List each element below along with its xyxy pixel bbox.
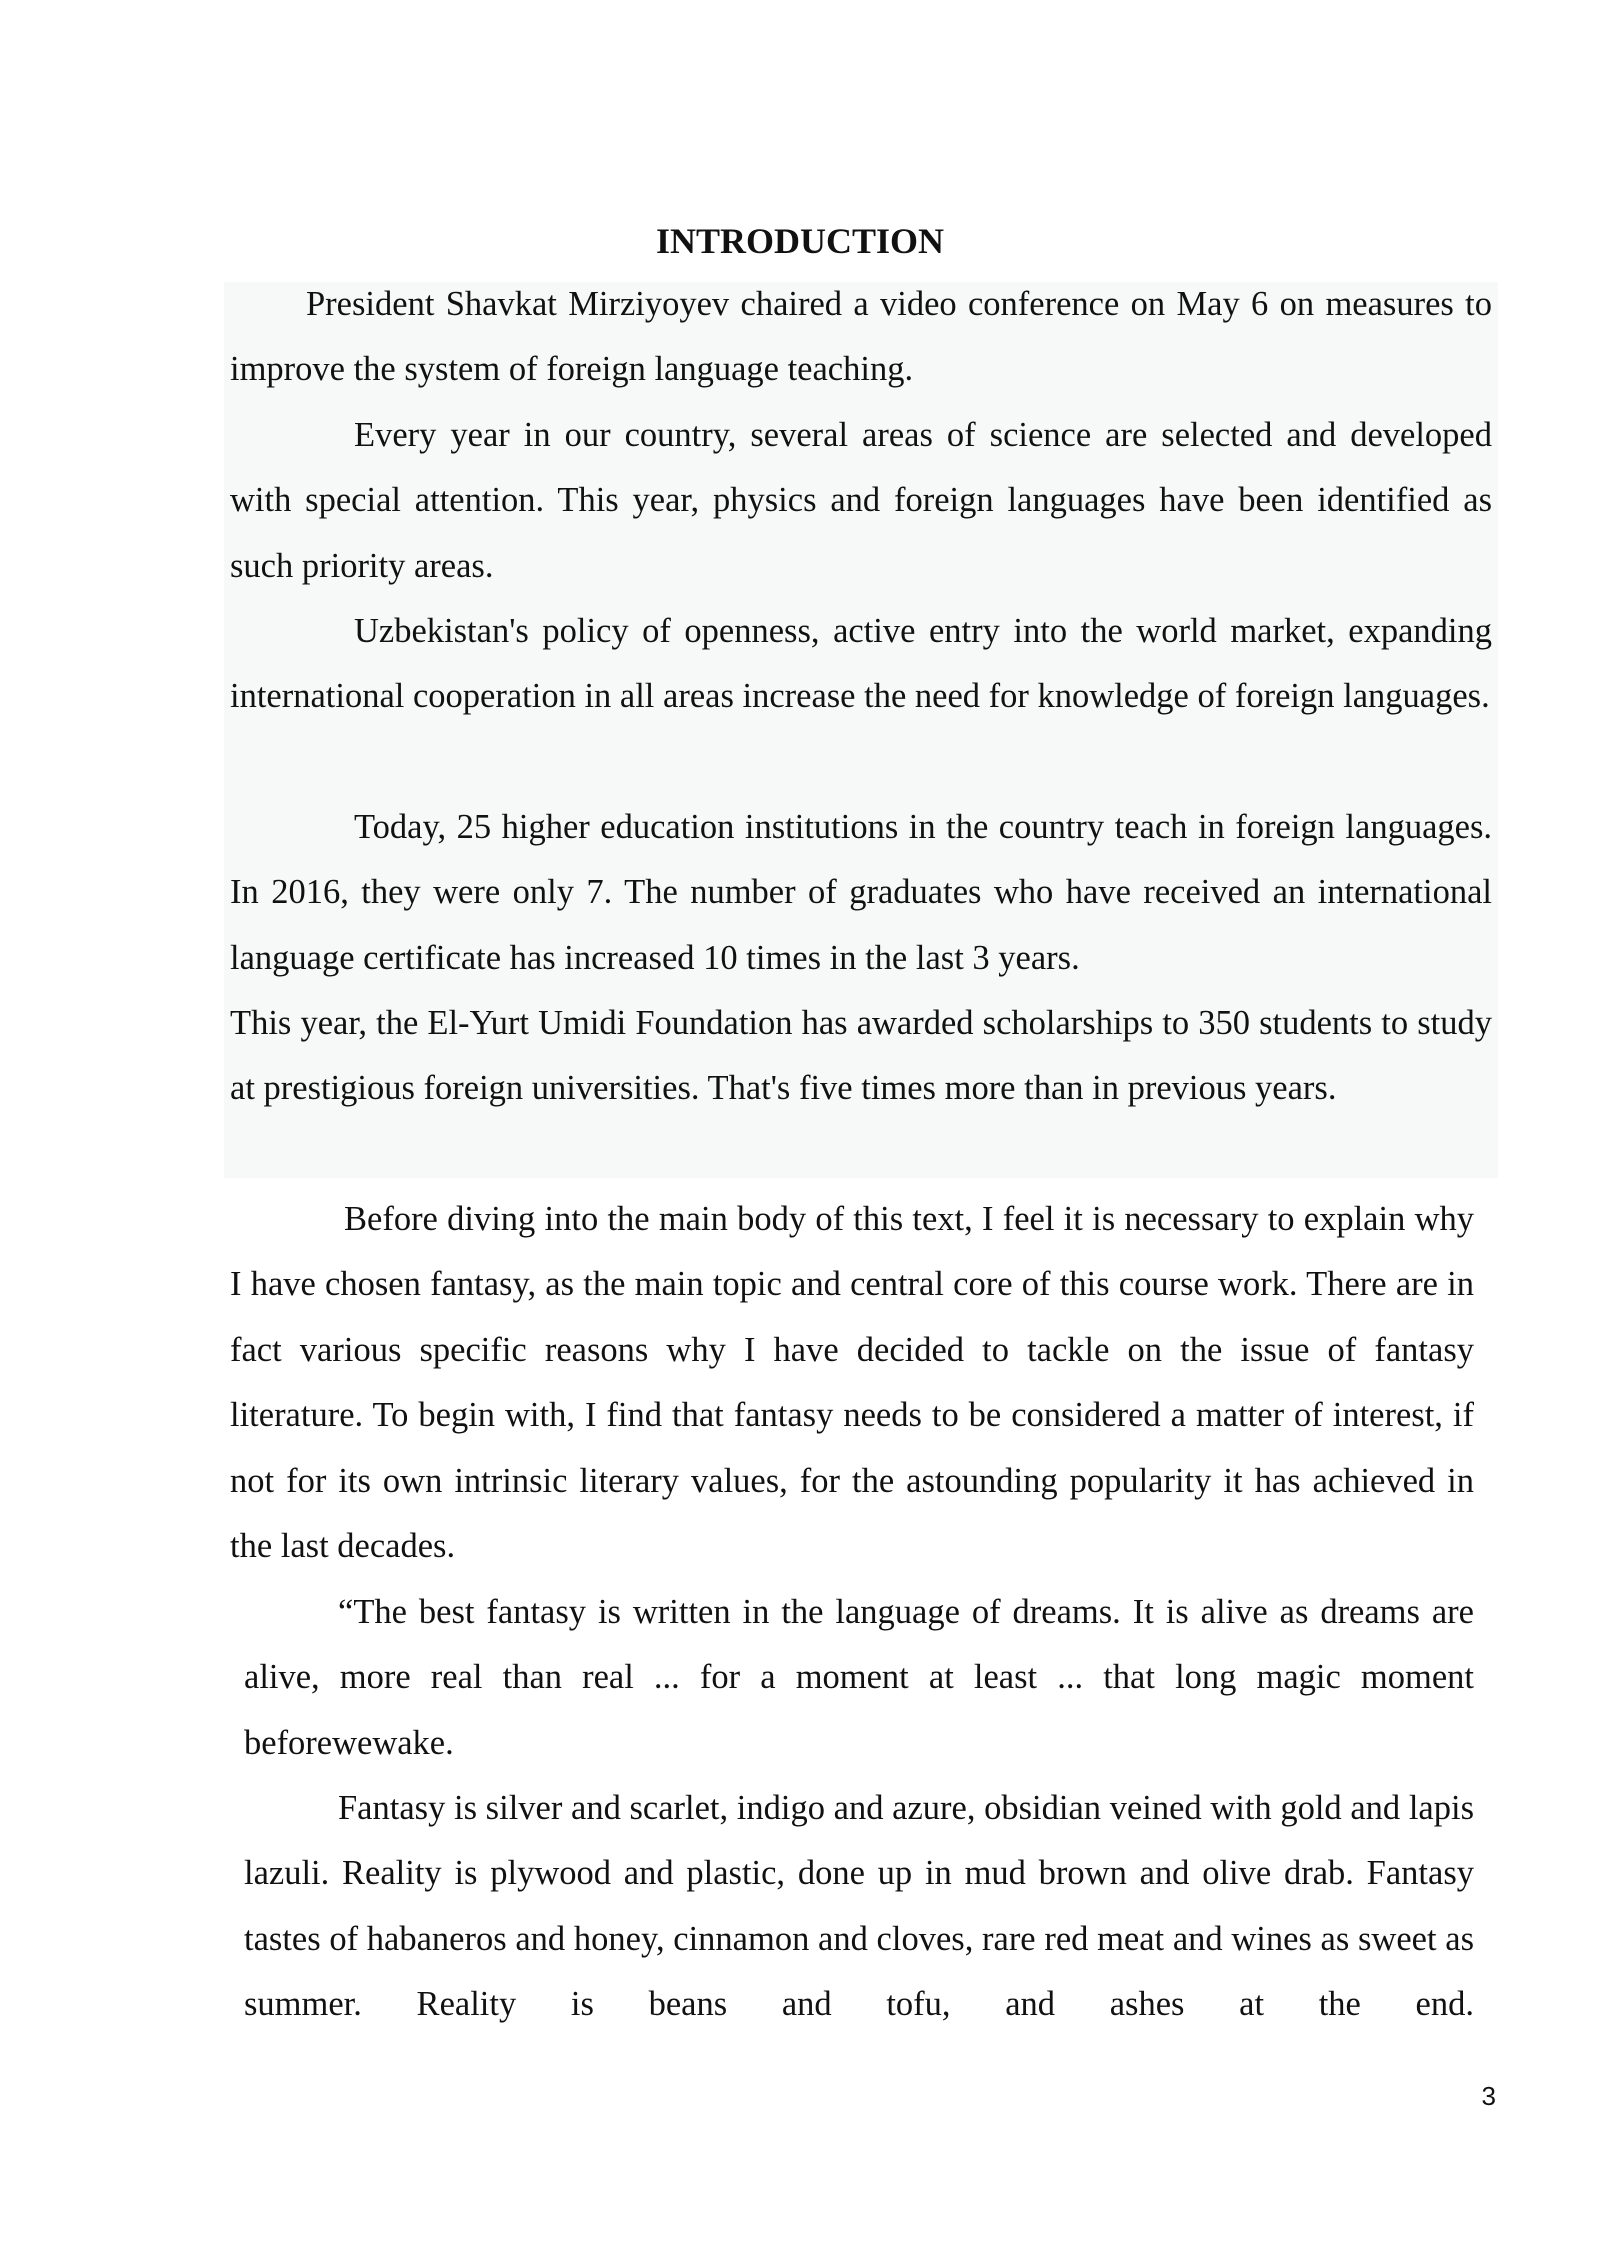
paragraph-2: Every year in our country, several areas of science are selected and developed with special attention. This year, physics and foreign languages have been identified as such priority areas. — [230, 416, 1492, 585]
page-number: 3 — [1481, 2081, 1496, 2111]
paragraph-5: This year, the El-Yurt Umidi Foundation has awarded scholarships to 350 students to study at prestigious foreign universities. That's five times more than in previous years. — [230, 1004, 1492, 1108]
paragraph-1: President Shavkat Mirziyoyev chaired a video conference on May 6 on measures to improve the system of foreign language teaching. — [230, 285, 1492, 389]
paragraph-3: Uzbekistan's policy of openness, active entry into the world market, expanding international cooperation in all areas increase the need for knowledge of foreign languages. — [230, 612, 1492, 716]
paragraph-4: Today, 25 higher education institutions in the country teach in foreign languages. In 2016, they were only 7. The number of graduates who have received an international language certificate has increased 10 times in the last 3 years. — [230, 808, 1492, 977]
paragraph-6: Before diving into the main body of this text, I feel it is necessary to explain why I have chosen fantasy, as the main topic and central core of this course work. There are in fact various specific reasons why I have decided to tackle on the issue of fantasy literature. To begin with, I find that fantasy needs to be considered a matter of interest, if not for its own intrinsic literary values, for the astounding popularity it has achieved in the last decades. — [230, 1200, 1474, 1566]
quote-paragraph-2: Fantasy is silver and scarlet, indigo and azure, obsidian veined with gold and lapis lazuli. Reality is plywood and plastic, done up in mud brown and olive drab. Fantasy tastes of habaneros and honey, cinnamon and cloves, rare red meat and wines as sweet as summer. Reality is beans and tofu, and ashes at the end. — [244, 1789, 1474, 2024]
page-title: INTRODUCTION — [655, 221, 945, 261]
quote-paragraph-1: “The best fantasy is written in the language of dreams. It is alive as dreams are alive, more real than real ... for a moment at least ... that long magic moment beforewewake. — [244, 1593, 1474, 1762]
